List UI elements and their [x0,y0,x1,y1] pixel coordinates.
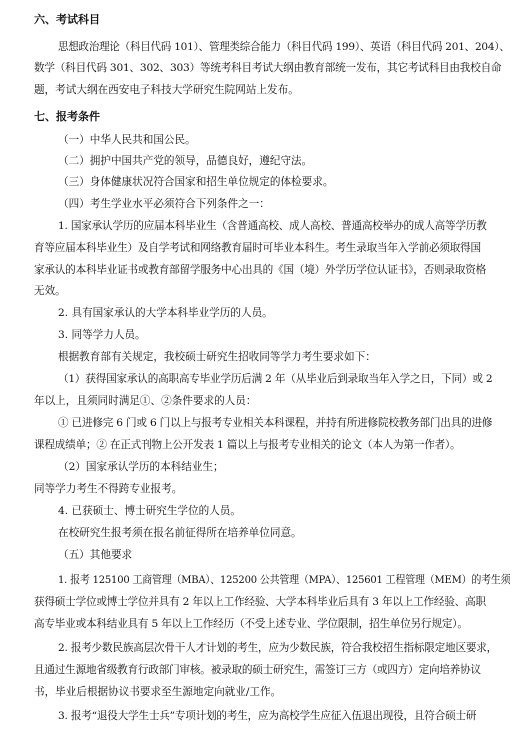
paragraph-line: （五）其他要求 [58,549,133,561]
paragraph-line: 数学（科目代码 301、302、303）等统考科目考试大纲由教育部统一发布，其它考试科目由我校自命 [34,62,502,74]
paragraph-line: ① 已进修完 6 门或 6 门以上与报考专业相关本科课程，并持有所进修院校教务部门出具的进修 [58,417,493,429]
paragraph-line: 在校研究生报考须在报名前征得所在培养单位同意。 [58,527,302,539]
paragraph-line: （一）中华人民共和国公民。 [58,134,196,146]
paragraph-line: 年以上，且须同时满足①、②条件要求的人员： [34,395,257,407]
section-heading: 六、考试科目 [34,13,100,26]
paragraph-line: 题，考试大纲在西安电子科技大学研究生院网站上发布。 [34,84,299,96]
paragraph-line: 2. 报考少数民族高层次骨干人才计划的考生，应为少数民族，符合我校招生指标限定地区要求， [58,642,498,654]
paragraph-line: 且通过生源地省级教育行政部门审核。被录取的硕士研究生，需签订三方（或四方）定向培养协议 [34,664,481,676]
paragraph-line: 获得硕士学位或博士学位并具有 2 年以上工作经验、大学本科毕业后具有 3 年以上工作经验、高职 [34,596,486,608]
paragraph-line: 4. 已获硕士、博士研究生学位的人员。 [58,505,241,517]
paragraph-line: 家承认的本科毕业证书或教育部留学服务中心出具的《国（境）外学历学位认证书》，否则录取资格 [34,264,487,276]
paragraph-line: 课程成绩单；② 在正式刊物上公开发表 1 篇以上与报考专业相关的论文（本人为第一作者）。 [34,439,461,451]
paragraph-line: 高专毕业或本科结业具有 5 年以上工作经历（不受上述专业、学位限制，招生单位另行规定）。 [34,618,468,630]
paragraph-line: 1. 报考 125100 工商管理（MBA）、125200 公共管理（MPA）、125601 工程管理（MEM）的考生须 [58,574,511,586]
paragraph-line: 2. 具有国家承认的大学本科毕业学历的人员。 [58,307,273,319]
paragraph-line: （二）拥护中国共产党的领导，品德良好，遵纪守法。 [58,155,313,167]
paragraph-line: （2）国家承认学历的本科结业生； [58,461,224,473]
paragraph-line: 书，毕业后根据协议书要求至生源地定向就业/工作。 [34,686,282,698]
paragraph-line: 同等学力考生不得跨专业报考。 [34,483,183,495]
section-heading: 七、报考条件 [34,110,100,123]
paragraph-line: 3. 同等学力人员。 [58,329,146,341]
paragraph-line: 无效。 [34,285,66,297]
paragraph-line: 根据教育部有关规定，我校硕士研究生招收同等学力考生要求如下： [58,351,376,363]
paragraph-line: （三）身体健康状况符合国家和招生单位规定的体检要求。 [58,176,334,188]
paragraph-line: 思想政治理论（科目代码 101）、管理类综合能力（科目代码 199）、英语（科目代码 201、204）、 [58,41,510,53]
paragraph-line: 1. 国家承认学历的应届本科毕业生（含普通高校、成人高校、普通高校举办的成人高等学历教 [58,220,487,232]
paragraph-line: （四）考生学业水平必须符合下列条件之一： [58,198,270,210]
paragraph-line: 育等应届本科毕业生）及自学考试和网络教育届时可毕业本科生。考生录取当年入学前必须取得国 [34,242,481,254]
paragraph-line: 3. 报考“退役大学生士兵”专项计划的考生，应为高校学生应征入伍退出现役，且符合硕士研 [58,710,477,722]
paragraph-line: （1）获得国家承认的高职高专毕业学历后满 2 年（从毕业后到录取当年入学之日，下同）或 2 [58,373,493,385]
